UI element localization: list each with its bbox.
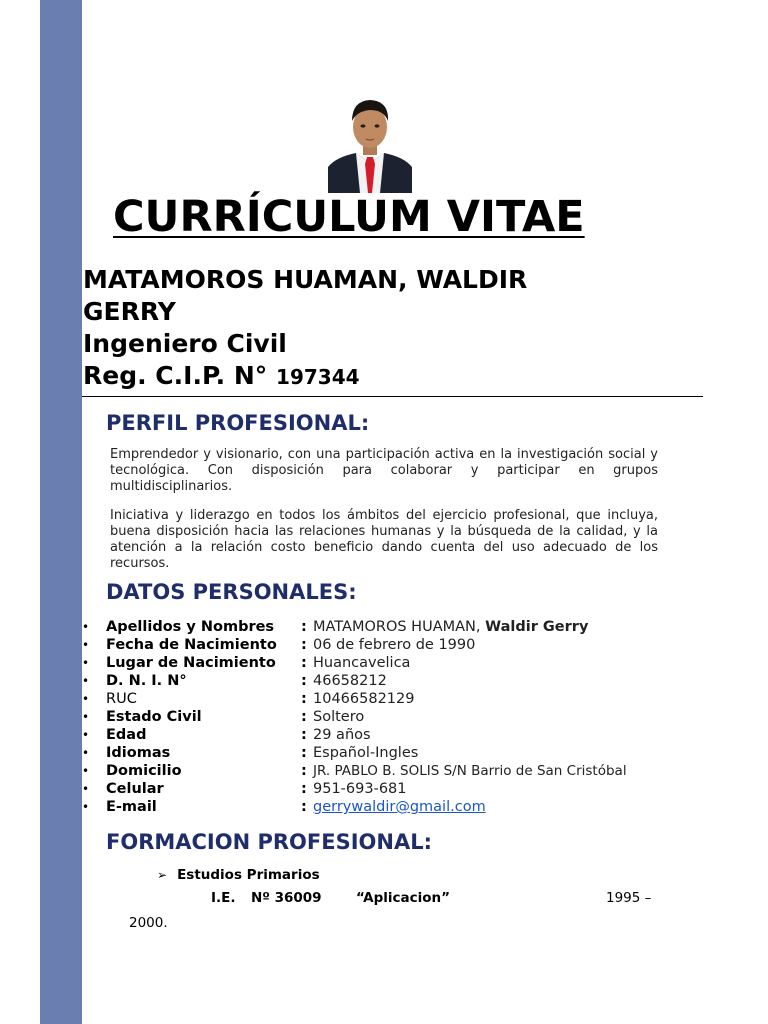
- field-value: MATAMOROS HUAMAN, Waldir Gerry: [313, 619, 589, 635]
- field-value: 10466582129: [313, 691, 415, 707]
- separator: :: [301, 745, 307, 761]
- school-ie: I.E.: [211, 890, 236, 906]
- arrow-bullet-icon: ➢: [157, 868, 168, 882]
- separator: :: [301, 655, 307, 671]
- sub-heading-label: Estudios Primarios: [177, 867, 320, 883]
- school-number: Nº 36009: [251, 890, 322, 906]
- profile-photo: [328, 91, 412, 193]
- registration-label: Reg. C.I.P. N°: [83, 361, 268, 390]
- list-item: [82, 780, 682, 798]
- field-label: Estado Civil: [106, 709, 202, 725]
- registration-line: [83, 360, 643, 393]
- bullet: •: [82, 764, 90, 778]
- field-label: Fecha de Nacimiento: [106, 637, 277, 653]
- separator: :: [301, 799, 307, 815]
- registration-number: 197344: [276, 365, 360, 389]
- field-label: Celular: [106, 781, 164, 797]
- field-value: 46658212: [313, 673, 387, 689]
- list-item: [82, 708, 682, 726]
- years-start: 1995 –: [606, 890, 652, 906]
- field-label: Domicilio: [106, 763, 182, 779]
- datos-heading: DATOS PERSONALES:: [106, 580, 357, 604]
- bullet: •: [82, 656, 90, 670]
- list-item: [82, 636, 682, 654]
- separator: :: [301, 637, 307, 653]
- separator: :: [301, 727, 307, 743]
- email-link[interactable]: gerrywaldir@gmail.com: [313, 799, 486, 815]
- bullet: •: [82, 638, 90, 652]
- perfil-paragraph-2: Iniciativa y liderazgo en todos los ámbitos del ejercicio profesional, que incluya, buena disposición hacia las relaciones humanas y la búsqueda de la calidad, y la atención a la relación costo beneficio dando cuenta del uso adecuado de los recursos.: [110, 508, 658, 571]
- document-title: CURRÍCULUM VITAE: [113, 192, 585, 242]
- list-item: [82, 690, 682, 708]
- field-value: [313, 798, 486, 816]
- separator: :: [301, 673, 307, 689]
- school-name: “Aplicacion”: [356, 890, 450, 906]
- separator: :: [301, 619, 307, 635]
- years-end: 2000.: [129, 915, 168, 931]
- separator: :: [301, 781, 307, 797]
- field-label: Apellidos y Nombres: [106, 619, 275, 635]
- bullet: •: [82, 620, 90, 634]
- field-label: Lugar de Nacimiento: [106, 655, 276, 671]
- field-value: Español-Ingles: [313, 745, 419, 761]
- separator: :: [301, 709, 307, 725]
- bullet: •: [82, 692, 90, 706]
- bullet: •: [82, 746, 90, 760]
- bullet: •: [82, 782, 90, 796]
- list-item: [82, 798, 682, 816]
- bullet: •: [82, 800, 90, 814]
- field-label: Edad: [106, 727, 147, 743]
- formacion-heading: FORMACION PROFESIONAL:: [106, 830, 432, 854]
- field-value: 951-693-681: [313, 781, 407, 797]
- perfil-heading: PERFIL PROFESIONAL:: [106, 411, 370, 435]
- field-value: 06 de febrero de 1990: [313, 637, 476, 653]
- sidebar-band: [40, 0, 82, 1024]
- field-label: RUC: [106, 691, 137, 707]
- full-name-line-1: MATAMOROS HUAMAN, WALDIR: [83, 265, 528, 294]
- perfil-paragraph-1: Emprendedor y visionario, con una participación activa en la investigación social y tecnológica. Con disposición para colaborar y participar en grupos multidisciplinarios.: [110, 447, 658, 494]
- personal-data-list: [82, 618, 682, 816]
- field-value: 29 años: [313, 727, 371, 743]
- field-label: D. N. I. N°: [106, 673, 187, 689]
- list-item: [82, 672, 682, 690]
- field-value: JR. PABLO B. SOLIS S/N Barrio de San Cristóbal: [313, 763, 627, 779]
- profession: Ingeniero Civil: [83, 329, 287, 358]
- bullet: •: [82, 728, 90, 742]
- bullet: •: [82, 710, 90, 724]
- list-item: [82, 654, 682, 672]
- header-block: [83, 264, 643, 393]
- separator: :: [301, 763, 307, 779]
- field-label: Idiomas: [106, 745, 171, 761]
- full-name-line-2: GERRY: [83, 297, 176, 326]
- list-item: [82, 762, 682, 780]
- field-label: E-mail: [106, 799, 157, 815]
- bullet: •: [82, 674, 90, 688]
- header-divider: [82, 396, 703, 397]
- field-value: Huancavelica: [313, 655, 411, 671]
- separator: :: [301, 691, 307, 707]
- field-value: Soltero: [313, 709, 365, 725]
- primary-studies-heading: [157, 867, 320, 883]
- list-item: [82, 744, 682, 762]
- list-item: [82, 618, 682, 636]
- list-item: [82, 726, 682, 744]
